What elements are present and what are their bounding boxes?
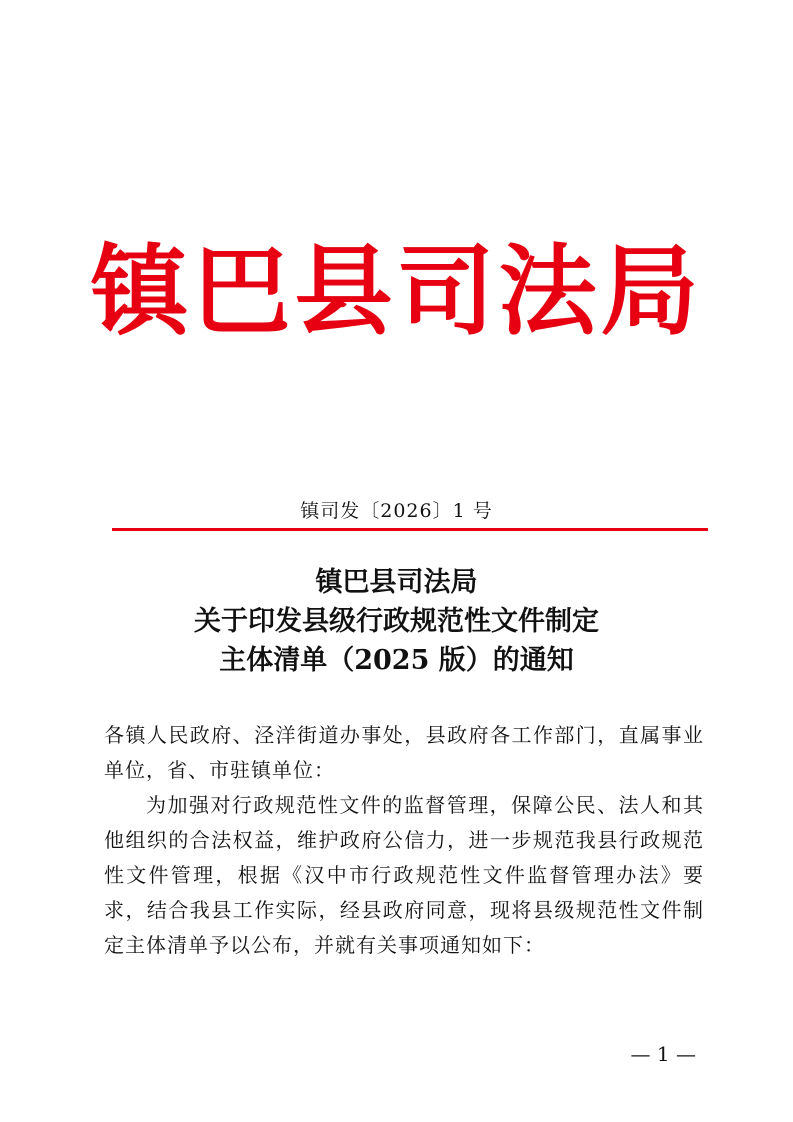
- title-line-2: 关于印发县级行政规范性文件制定: [194, 606, 599, 637]
- body-paragraph: 为加强对行政规范性文件的监督管理，保障公民、法人和其他组织的合法权益，维护政府公信力，进一步规范我县行政规范性文件管理，根据《汉中市行政规范性文件监督管理办法》要求，结合我县工作实际，经县政府同意，现将县级规范性文件制定主体清单予以公布，并就有关事项通知如下：: [104, 793, 704, 957]
- title-line-1: 镇巴县司法局: [315, 567, 478, 598]
- masthead-org-name: 镇巴县司法局: [90, 235, 703, 349]
- addressee: 各镇人民政府、泾洋街道办事处，县政府各工作部门，直属事业单位，省、市驻镇单位：: [104, 723, 704, 782]
- document-body: [104, 718, 704, 963]
- document-number: 镇司发〔2026〕1 号: [300, 500, 493, 522]
- red-separator-line: [112, 528, 708, 531]
- page-number: — 1 —: [630, 1042, 696, 1066]
- title-line-3: 主体清单（2025 版）的通知: [219, 645, 574, 676]
- document-title: [0, 563, 793, 680]
